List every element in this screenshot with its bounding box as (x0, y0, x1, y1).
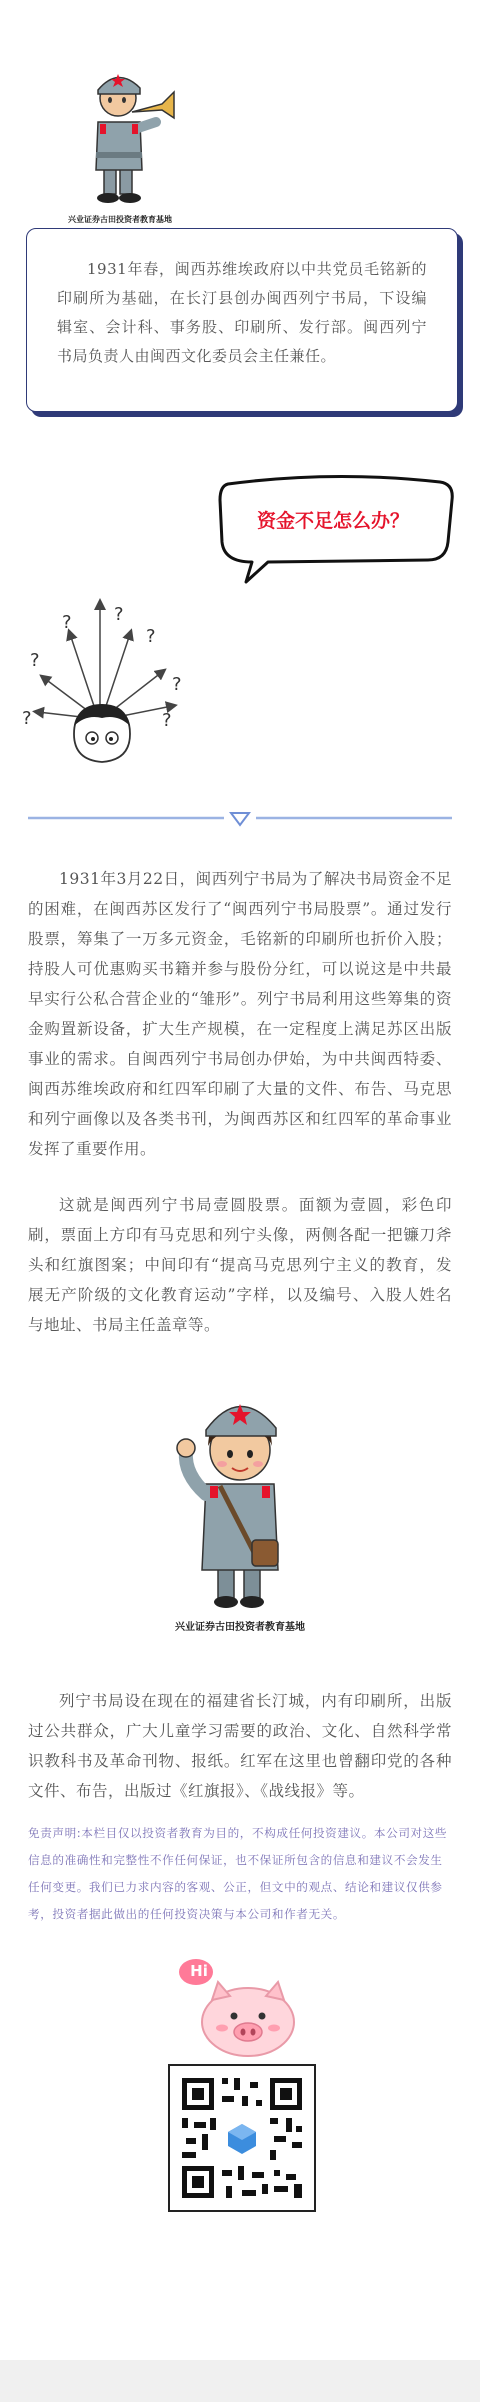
top-illustration-caption: 兴业证券古田投资者教育基地 (68, 214, 172, 224)
intro-card (26, 228, 458, 412)
svg-text:?: ? (62, 612, 72, 633)
intro-text: 1931年春，闽西苏维埃政府以中共党员毛铭新的印刷所为基础，在长汀县创办闽西列宁书局，下设编辑室、会计科、事务股、印刷所、发行部。闽西列宁书局负责人由闽西文化委员会主任兼任。 (57, 260, 427, 365)
closing-paragraph (28, 1686, 452, 1806)
female-soldier-illustration (160, 1374, 320, 1612)
paragraph-text: 这就是闽西列宁书局壹圆股票。面额为壹圆，彩色印刷，票面上方印有马克思和列宁头像，两侧各配一把镰刀斧头和红旗图案；中间印有“提高马克思列宁主义的教育，发展无产阶级的文化教育运动”字样，以及编号、入股人姓名与地址、书局主任盖章等。 (28, 1196, 452, 1334)
svg-text:?: ? (30, 650, 40, 671)
main-paragraph-2 (28, 1190, 452, 1340)
svg-text:?: ? (146, 626, 156, 647)
svg-text:?: ? (22, 708, 32, 729)
qr-code[interactable] (168, 2064, 316, 2212)
pig-hi-bubble-text: Hi (190, 1962, 208, 1980)
disclaimer-text: 免责声明:本栏目仅以投资者教育为目的，不构成任何投资建议。本公司对这些信息的准确性和完整性不作任何保证，也不保证所包含的信息和建议不会发生任何变更。我们已力求内容的客观、公正，但文中的观点、结论和建议仅供参考，投资者据此做出的任何投资决策与本公司和作者无关。 (28, 1826, 448, 1921)
soldier-bugle-illustration (60, 52, 180, 212)
svg-text:?: ? (162, 710, 172, 731)
paragraph-text: 1931年3月22日，闽西列宁书局为了解决书局资金不足的困难，在闽西苏区发行了“闽西列宁书局股票”。通过发行股票，筹集了一万多元资金，毛铭新的印刷所也折价入股；持股人可优惠购买书籍并参与股份分红，可以说这是中共最早实行公私合营企业的“雏形”。列宁书局利用这些筹集的资金购置新设备，扩大生产规模，在一定程度上满足苏区出版事业的需求。自闽西列宁书局创办伊始，为中共闽西特委、闽西苏维埃政府和红四军印刷了大量的文件、布告、马克思和列宁画像以及各类书刊，为闽西苏区和红四军的革命事业发挥了重要作用。 (28, 870, 452, 1158)
section-divider (28, 810, 452, 830)
disclaimer-block (28, 1820, 452, 1928)
closing-paragraph-text: 列宁书局设在现在的福建省长汀城，内有印刷所，出版过公共群众，广大儿童学习需要的政治、文化、自然科学常识教科书及革命刊物、报纸。红军在这里也曾翻印党的各种文件、布告，出版过《红旗报》、《战线报》等。 (28, 1692, 452, 1800)
thinking-head-illustration (22, 594, 192, 770)
svg-text:?: ? (172, 674, 182, 695)
svg-text:?: ? (114, 604, 124, 625)
footer-bar (0, 2360, 480, 2402)
question-bubble-text: 资金不足怎么办？ (256, 510, 409, 532)
second-illustration-caption: 兴业证券古田投资者教育基地 (175, 1622, 305, 1633)
main-paragraph-1 (28, 864, 452, 1164)
